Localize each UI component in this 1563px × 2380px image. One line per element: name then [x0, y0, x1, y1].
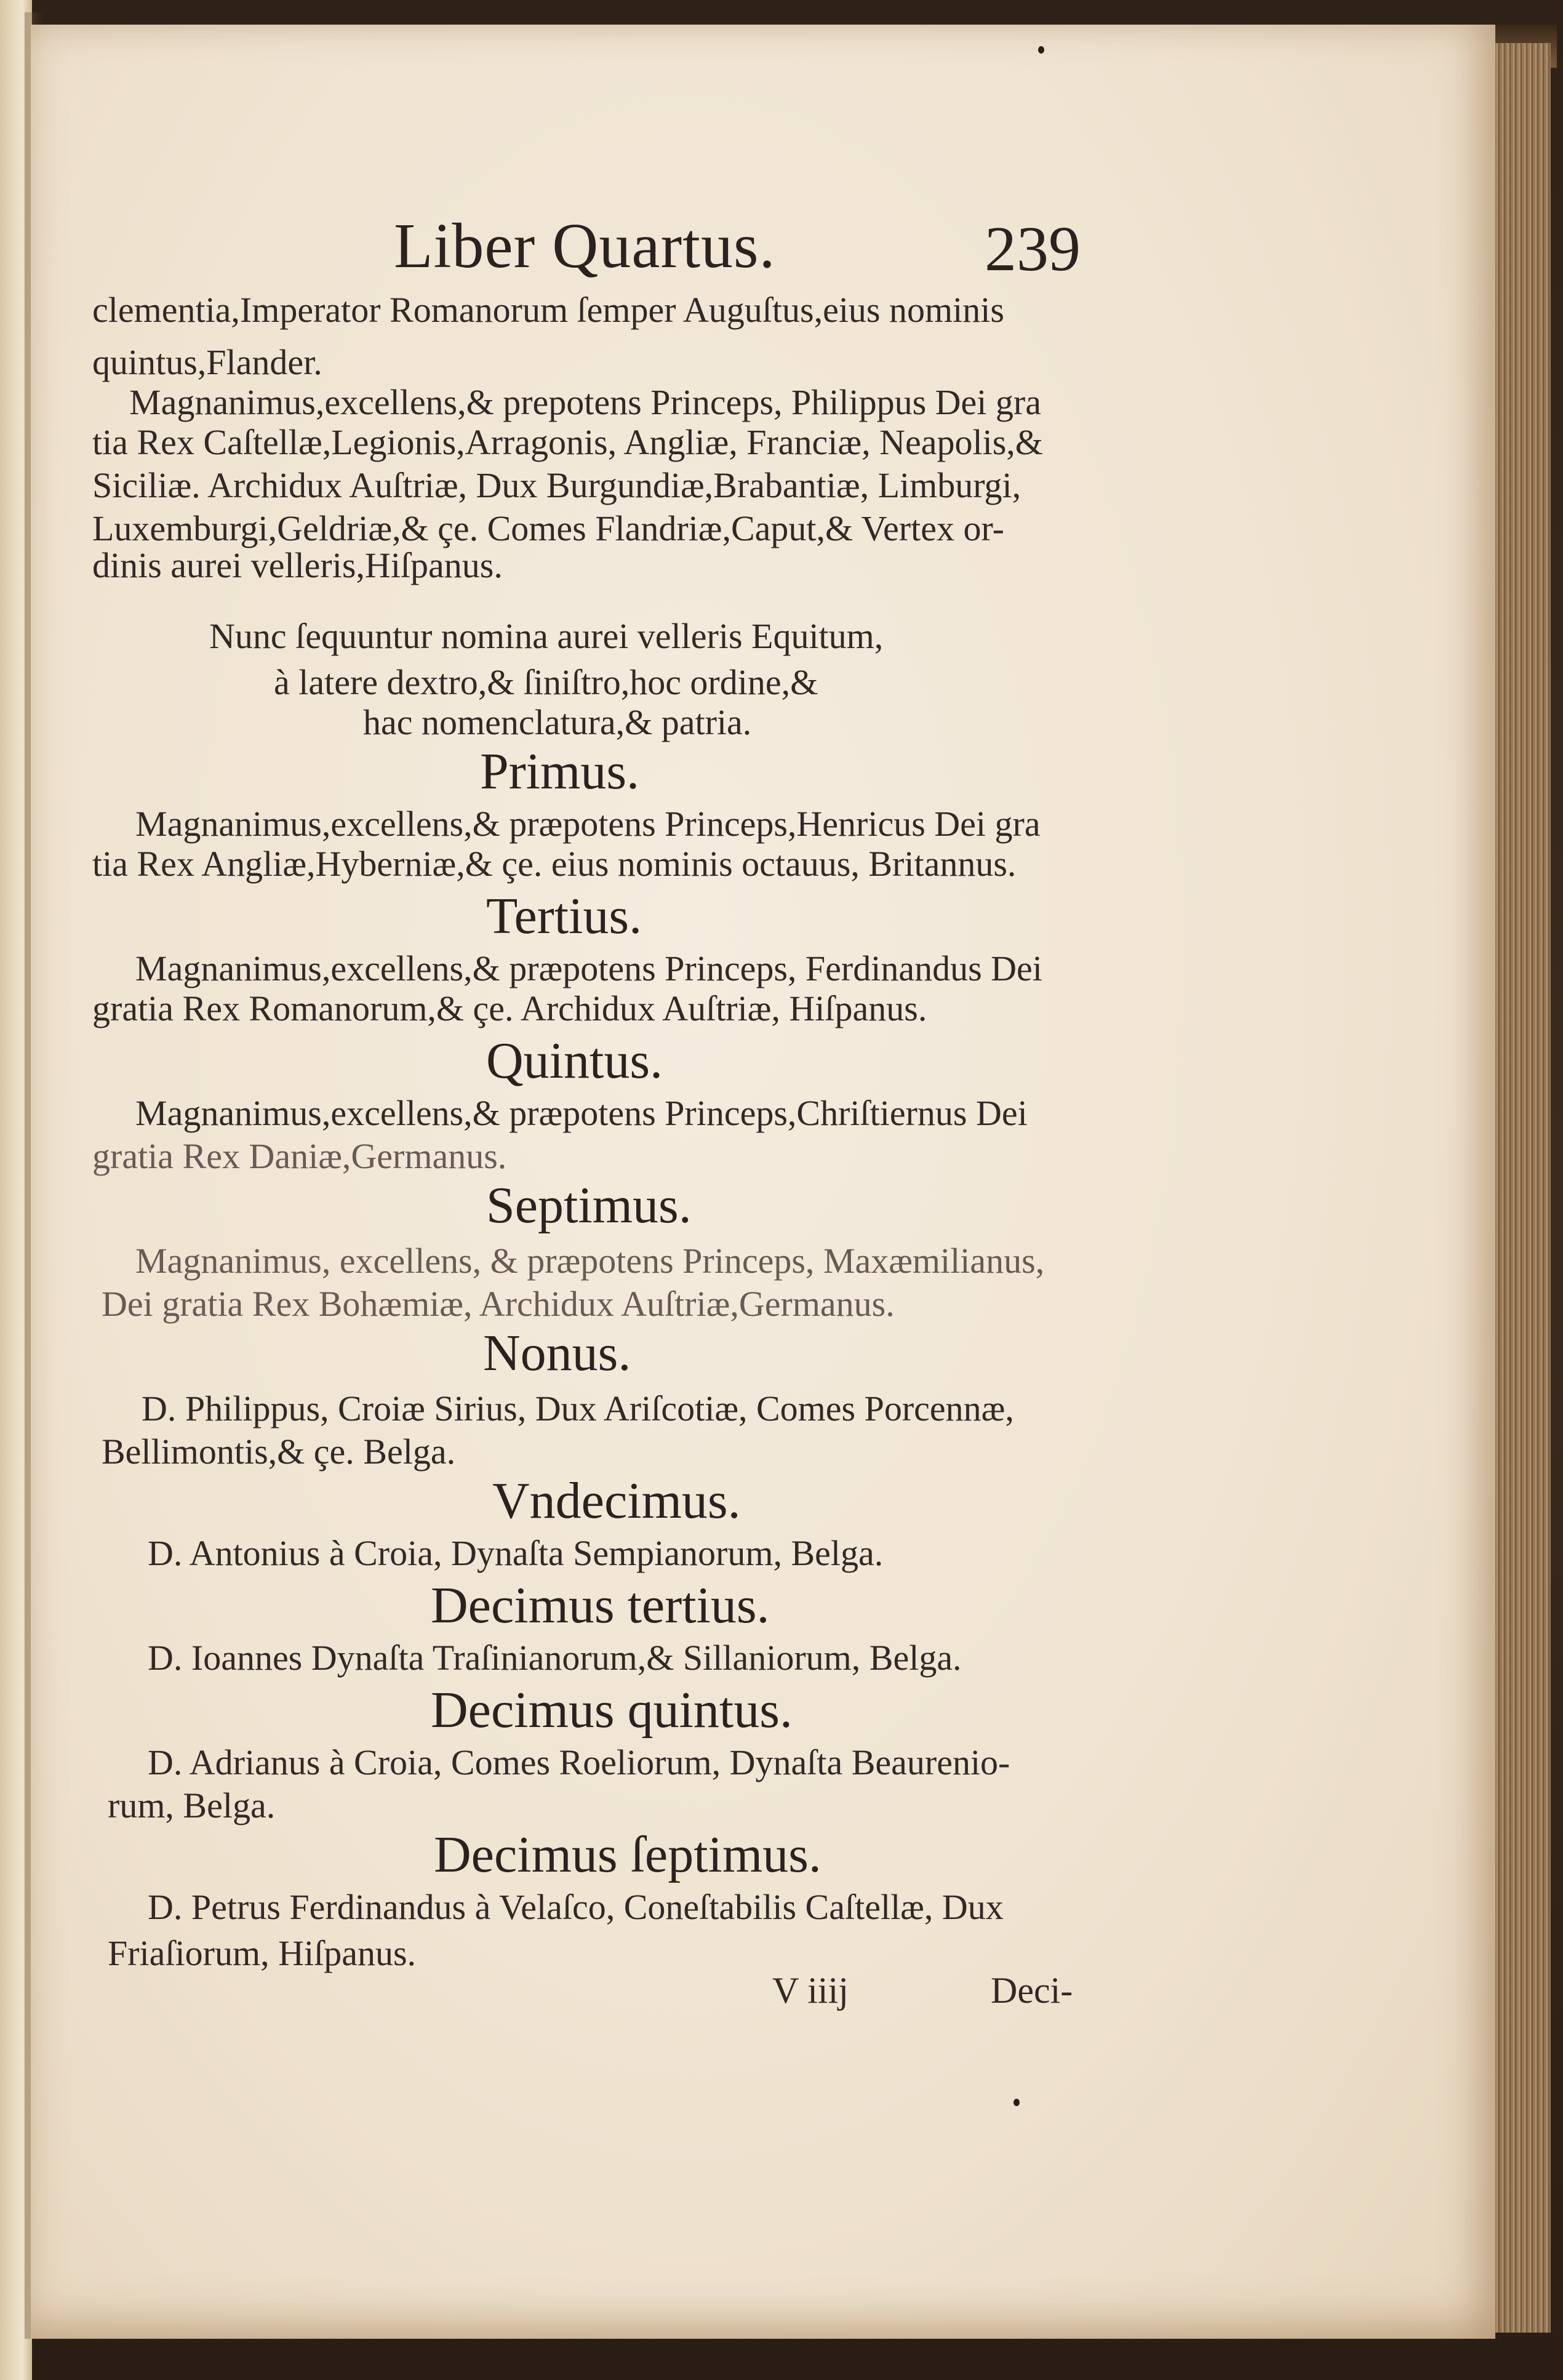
entry-line: gratia Rex Daniæ,Germanus.: [92, 1136, 507, 1176]
ink-speck: [1038, 46, 1044, 54]
signature-mark: V iiij: [772, 1970, 849, 2011]
intro-line: à latere dextro,& ſiniſtro,hoc ordine,&: [274, 662, 818, 702]
text-line: quintus,Flander.: [92, 342, 322, 382]
section-heading: Vndecimus.: [492, 1472, 741, 1529]
entry-line: D. Adrianus à Croia, Comes Roeliorum, Dynaſta Beaurenio-: [148, 1742, 1010, 1782]
entry-line: D. Ioannes Dynaſta Traſinianorum,& Sillaniorum, Belga.: [148, 1638, 962, 1678]
text-line: tia Rex Caſtellæ,Legionis,Arragonis, Angliæ, Franciæ, Neapolis,&: [92, 422, 1043, 462]
text-line: Luxemburgi,Geldriæ,& çe. Comes Flandriæ,Caput,& Vertex or-: [92, 508, 1004, 548]
text-line: Magnanimus,excellens,& prepotens Princeps, Philippus Dei gra: [129, 382, 1041, 422]
section-heading: Septimus.: [486, 1177, 692, 1234]
section-heading: Decimus ſeptimus.: [434, 1826, 821, 1883]
entry-line: Friaſiorum, Hiſpanus.: [108, 1933, 417, 1973]
entry-line: rum, Belga.: [108, 1785, 276, 1825]
text-line: dinis aurei velleris,Hiſpanus.: [92, 545, 503, 585]
running-header: Liber Quartus.: [394, 210, 776, 281]
entry-line: gratia Rex Romanorum,& çe. Archidux Auſtriæ, Hiſpanus.: [92, 988, 927, 1028]
entry-line: D. Philippus, Croiæ Sirius, Dux Ariſcotiæ, Comes Porcennæ,: [142, 1388, 1014, 1428]
ink-speck: [1013, 2099, 1020, 2106]
section-heading: Primus.: [480, 743, 640, 800]
catchword: Deci-: [991, 1970, 1073, 2011]
book-fore-edge: [1495, 43, 1551, 2333]
section-heading: Decimus quintus.: [431, 1681, 793, 1739]
entry-line: Bellimontis,& çe. Belga.: [102, 1432, 456, 1472]
entry-line: D. Antonius à Croia, Dynaſta Sempianorum, Belga.: [148, 1533, 884, 1573]
intro-line: hac nomenclatura,& patria.: [363, 702, 752, 742]
text-line: Siciliæ. Archidux Auſtriæ, Dux Burgundiæ,Brabantiæ, Limburgi,: [92, 465, 1021, 505]
entry-line: Dei gratia Rex Bohæmiæ, Archidux Auſtriæ,Germanus.: [102, 1284, 895, 1324]
entry-line: Magnanimus,excellens,& præpotens Princeps, Ferdinandus Dei: [135, 948, 1042, 988]
section-heading: Tertius.: [486, 887, 642, 945]
entry-line: Magnanimus,excellens,& præpotens Princeps,Henricus Dei gra: [135, 804, 1041, 844]
section-heading: Nonus.: [483, 1324, 631, 1382]
entry-line: Magnanimus, excellens, & præpotens Princeps, Maxæmilianus,: [135, 1241, 1045, 1281]
entry-line: Magnanimus,excellens,& præpotens Princeps,Chriſtiernus Dei: [135, 1093, 1028, 1133]
entry-line: D. Petrus Ferdinandus à Velaſco, Coneſtabilis Caſtellæ, Dux: [148, 1887, 1004, 1927]
intro-line: Nunc ſequuntur nomina aurei velleris Equitum,: [209, 616, 884, 656]
text-line: clementia,Imperator Romanorum ſemper Auguſtus,eius nominis: [92, 290, 1004, 330]
entry-line: tia Rex Angliæ,Hyberniæ,& çe. eius nominis octauus, Britannus.: [92, 844, 1017, 884]
section-heading: Quintus.: [486, 1032, 663, 1089]
page-number: 239: [985, 214, 1081, 284]
section-heading: Decimus tertius.: [431, 1577, 770, 1634]
